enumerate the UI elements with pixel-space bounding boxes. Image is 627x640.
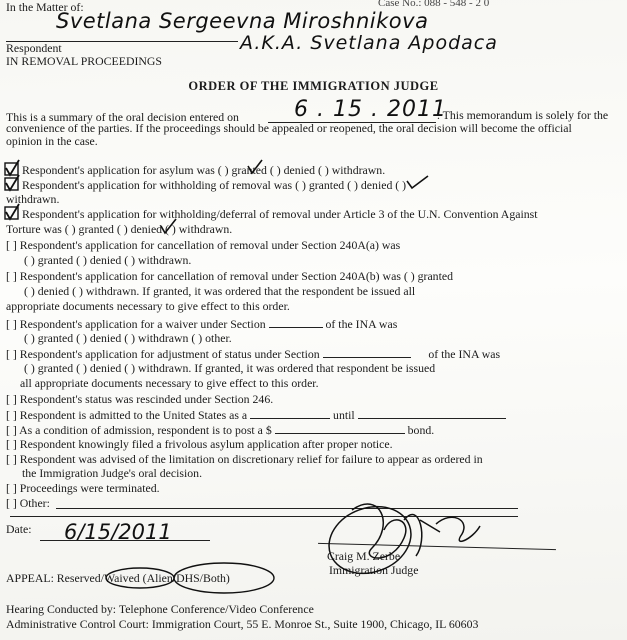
withholding-item-cont: withdrawn. xyxy=(6,192,60,206)
adjustment-label-b: of the INA was xyxy=(428,347,501,361)
intro-line-1b: . This memorandum is solely for the xyxy=(437,108,609,122)
adjustment-item xyxy=(6,346,500,361)
removal-proceedings-label: IN REMOVAL PROCEEDINGS xyxy=(6,54,162,68)
hearing-line: Hearing Conducted by: Telephone Conference/Video Conference xyxy=(6,602,314,616)
other-line-1 xyxy=(56,508,518,509)
waiver-label-a: [ ] Respondent's application for a waiver under Section xyxy=(6,317,266,331)
case-number: Case No.: 088 - 548 - 2 0 xyxy=(378,0,490,9)
admitted-as-blank xyxy=(250,407,330,419)
bond-amount-blank xyxy=(275,422,405,434)
adjustment-options: ( ) granted ( ) denied ( ) withdrawn. If granted, it was ordered that respondent be issued xyxy=(24,361,436,375)
frivolous-item: [ ] Respondent knowingly filed a frivolous asylum application after proper notice. xyxy=(6,437,393,451)
advised-item: [ ] Respondent was advised of the limitation on discretionary relief for failure to appear as ordered in xyxy=(6,452,483,466)
date-line xyxy=(40,540,210,541)
cancellation-240b-options: ( ) denied ( ) withdrawn. If granted, it was ordered that the respondent be issued all xyxy=(24,284,416,298)
respondent-label: Respondent xyxy=(6,41,62,55)
respondent-name-handwritten: Svetlana Sergeevna Miroshnikova xyxy=(56,9,429,33)
bond-label-a: [ ] As a condition of admission, respondent is to post a $ xyxy=(6,423,272,437)
date-label: Date: xyxy=(6,522,32,536)
other-line-2 xyxy=(10,516,518,517)
intro-line-2: convenience of the parties. If the proceedings should be appealed or reopened, the oral decision will become the official xyxy=(6,121,572,135)
cancellation-240a-item: [ ] Respondent's application for cancellation of removal under Section 240A(a) was xyxy=(6,238,401,252)
cancellation-240b-item: [ ] Respondent's application for cancellation of removal under Section 240A(b) was ( ) granted xyxy=(6,269,453,283)
rescinded-item: [ ] Respondent's status was rescinded under Section 246. xyxy=(6,392,274,406)
matter-of-label: In the Matter of: xyxy=(6,0,84,14)
document-title: ORDER OF THE IMMIGRATION JUDGE xyxy=(188,79,439,93)
cat-item-cont: Torture was ( ) granted ( ) denied ( ) withdrawn. xyxy=(6,222,233,236)
respondent-aka-handwritten: A.K.A. Svetlana Apodaca xyxy=(240,32,498,54)
admitted-until-blank xyxy=(358,407,506,419)
waiver-section-blank xyxy=(269,316,323,328)
adjustment-cont: all appropriate documents necessary to give effect to this order. xyxy=(20,376,319,390)
advised-item-cont: the Immigration Judge's oral decision. xyxy=(22,466,203,480)
bond-label-b: bond. xyxy=(407,423,435,437)
withholding-item: Respondent's application for withholding of removal was ( ) granted ( ) denied ( ) xyxy=(22,178,407,192)
admitted-item xyxy=(6,407,506,422)
decision-date-handwritten: 6 . 15 . 2011 xyxy=(294,97,447,122)
cancellation-240b-cont: appropriate documents necessary to give effect to this order. xyxy=(6,299,290,313)
judge-title: Immigration Judge xyxy=(329,563,419,577)
intro-line-3: opinion in the case. xyxy=(6,134,98,148)
terminated-item: [ ] Proceedings were terminated. xyxy=(6,481,160,495)
admitted-label-b: until xyxy=(333,408,355,422)
court-line: Administrative Control Court: Immigration Court, 55 E. Monroe St., Suite 1900, Chicago, IL 60603 xyxy=(6,617,479,631)
adjustment-section-blank xyxy=(323,346,411,358)
cancellation-240a-options: ( ) granted ( ) denied ( ) withdrawn. xyxy=(24,253,192,267)
signed-date-handwritten: 6/15/2011 xyxy=(64,520,172,544)
cat-item: Respondent's application for withholding/deferral of removal under Article 3 of the U.N. Convention Against xyxy=(22,207,538,221)
admitted-label-a: [ ] Respondent is admitted to the United States as a xyxy=(6,408,248,422)
asylum-item: Respondent's application for asylum was ( ) granted ( ) denied ( ) withdrawn. xyxy=(22,163,386,177)
appeal-line: APPEAL: Reserved/Waived (Alien/DHS/Both) xyxy=(6,571,230,585)
waiver-label-b: of the INA was xyxy=(325,317,398,331)
adjustment-label-a: [ ] Respondent's application for adjustment of status under Section xyxy=(6,347,320,361)
waiver-item xyxy=(6,316,397,331)
other-item: [ ] Other: xyxy=(6,496,50,510)
bond-item xyxy=(6,422,434,437)
judge-name: Craig M. Zerbe xyxy=(327,549,401,563)
waiver-options: ( ) granted ( ) denied ( ) withdrawn ( ) other. xyxy=(24,331,232,345)
intro-line-1a: This is a summary of the oral decision entered on xyxy=(6,110,239,124)
